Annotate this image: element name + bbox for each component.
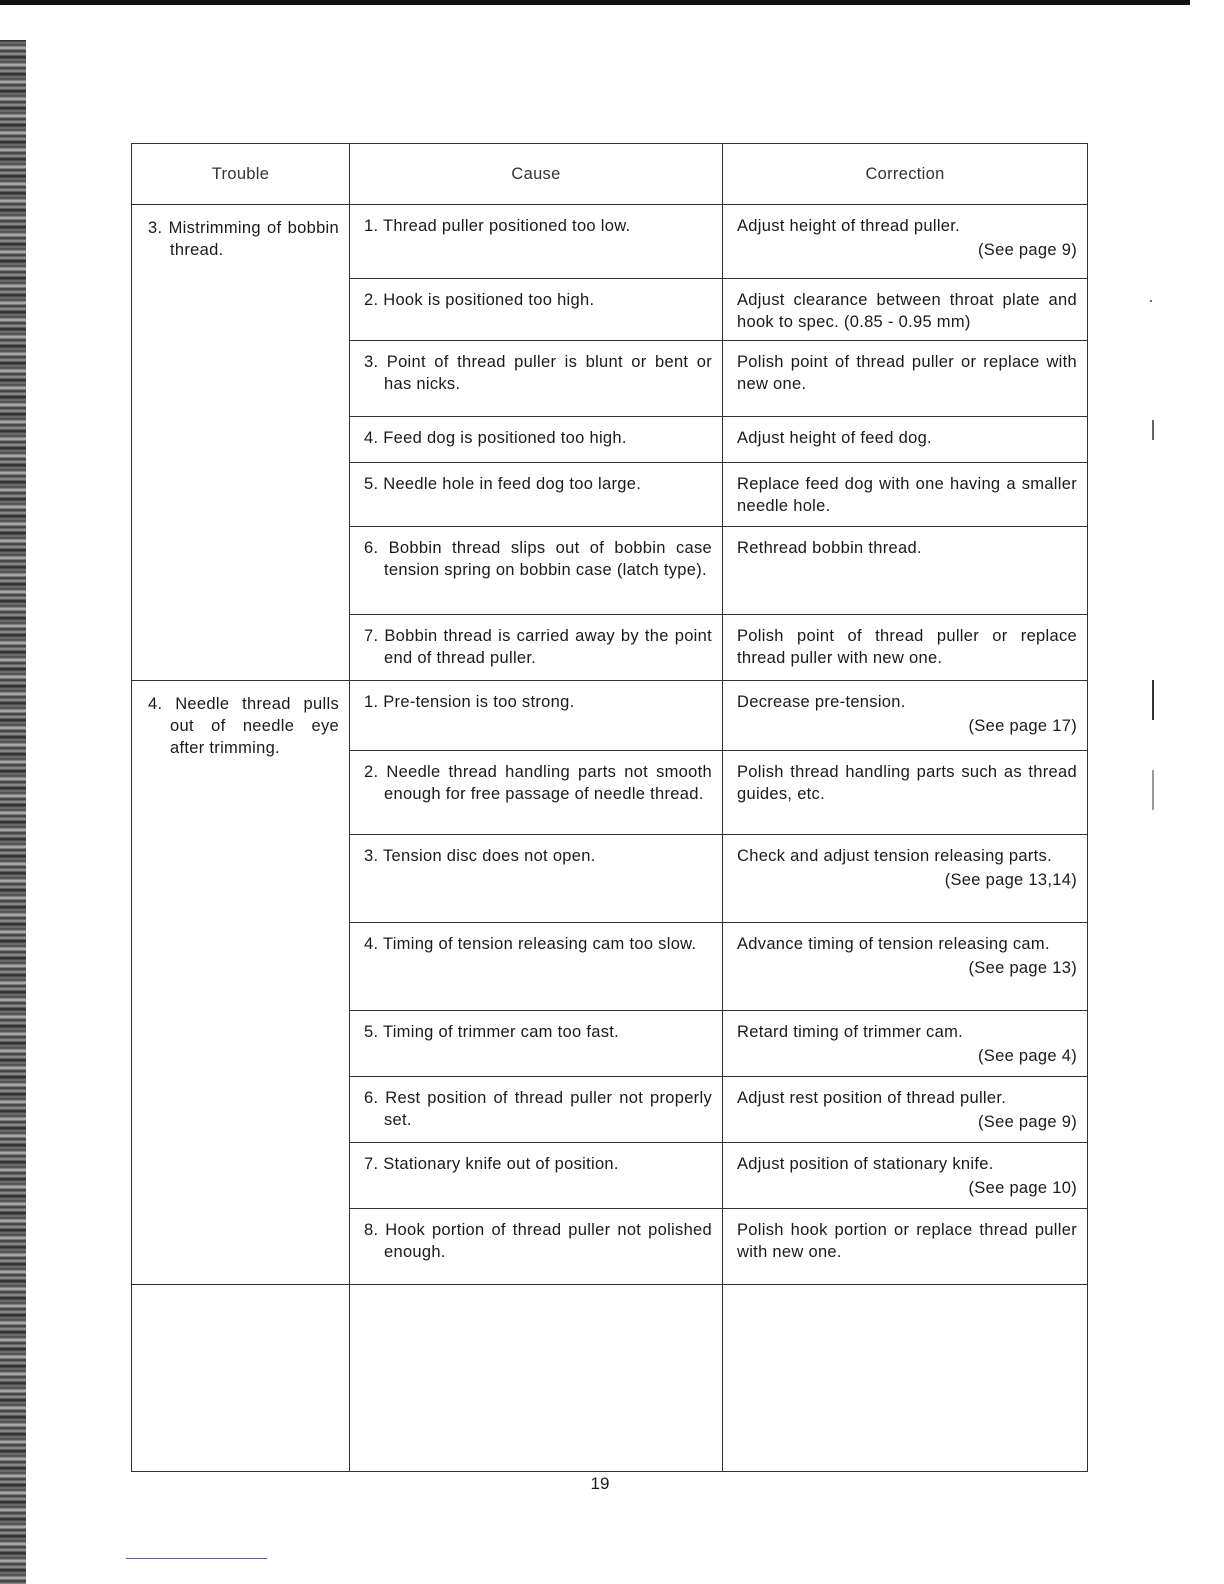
cause-cell bbox=[350, 835, 723, 923]
cause-text: 1. Thread puller positioned too low. bbox=[364, 217, 631, 235]
cause-text: 6. Bobbin thread slips out of bobbin case tension spring on bobbin case (latch type). bbox=[364, 539, 712, 579]
cause-cell bbox=[350, 923, 723, 1011]
scan-speck bbox=[1150, 300, 1152, 302]
see-page-reference: (See page 17) bbox=[968, 717, 1077, 735]
cause-text: 7. Bobbin thread is carried away by the point end of thread puller. bbox=[364, 627, 712, 667]
cause-cell bbox=[350, 1209, 723, 1285]
header-cause: Cause bbox=[350, 144, 723, 205]
cause-text: 1. Pre-tension is too strong. bbox=[364, 693, 575, 711]
scan-speck bbox=[1152, 420, 1154, 440]
cause-text: 4. Timing of tension releasing cam too slow. bbox=[364, 935, 697, 953]
correction-text: Adjust clearance between throat plate and hook to spec. (0.85 - 0.95 mm) bbox=[737, 291, 1077, 331]
correction-text: Check and adjust tension releasing parts. bbox=[737, 847, 1052, 865]
correction-text: Adjust height of thread puller. bbox=[737, 217, 961, 235]
cause-text: 4. Feed dog is positioned too high. bbox=[364, 429, 627, 447]
correction-cell bbox=[723, 1143, 1088, 1209]
troubleshooting-table bbox=[131, 143, 1088, 1472]
correction-text: Rethread bobbin thread. bbox=[737, 539, 922, 557]
bottom-link-line bbox=[126, 1558, 267, 1559]
cause-text: 7. Stationary knife out of position. bbox=[364, 1155, 619, 1173]
correction-cell bbox=[723, 751, 1088, 835]
cause-cell bbox=[350, 615, 723, 681]
correction-text: Adjust position of stationary knife. bbox=[737, 1155, 994, 1173]
cause-cell bbox=[350, 1077, 723, 1143]
correction-text: Polish point of thread puller or replace thread puller with new one. bbox=[737, 627, 1077, 667]
correction-cell bbox=[723, 341, 1088, 417]
cause-text: 3. Point of thread puller is blunt or bent or has nicks. bbox=[364, 353, 712, 393]
correction-cell bbox=[723, 1077, 1088, 1143]
correction-text: Adjust height of feed dog. bbox=[737, 429, 932, 447]
see-page-reference: (See page 9) bbox=[978, 1113, 1077, 1131]
table-row bbox=[132, 681, 1088, 751]
see-page-reference: (See page 9) bbox=[978, 241, 1077, 259]
correction-cell bbox=[723, 1209, 1088, 1285]
correction-text: Retard timing of trimmer cam. bbox=[737, 1023, 963, 1041]
cause-text: 8. Hook portion of thread puller not polished enough. bbox=[364, 1221, 712, 1261]
trouble-cell bbox=[132, 681, 350, 1285]
correction-cell bbox=[723, 417, 1088, 463]
cause-text: 5. Needle hole in feed dog too large. bbox=[364, 475, 642, 493]
correction-cell bbox=[723, 615, 1088, 681]
correction-cell bbox=[723, 1011, 1088, 1077]
cause-text: 3. Tension disc does not open. bbox=[364, 847, 596, 865]
trouble-cell bbox=[132, 205, 350, 681]
header-correction: Correction bbox=[723, 144, 1088, 205]
see-page-reference: (See page 4) bbox=[978, 1047, 1077, 1065]
empty-cell bbox=[723, 1285, 1088, 1472]
cause-cell bbox=[350, 417, 723, 463]
see-page-reference: (See page 10) bbox=[968, 1179, 1077, 1197]
table-body bbox=[132, 205, 1088, 1472]
correction-text: Adjust rest position of thread puller. bbox=[737, 1089, 1007, 1107]
correction-cell bbox=[723, 923, 1088, 1011]
cause-text: 5. Timing of trimmer cam too fast. bbox=[364, 1023, 620, 1041]
cause-text: 6. Rest position of thread puller not properly set. bbox=[364, 1089, 712, 1129]
cause-cell bbox=[350, 279, 723, 341]
scan-edge-artifact bbox=[0, 40, 26, 1584]
trouble-text: 3. Mistrimming of bobbin thread. bbox=[148, 219, 339, 259]
cause-text: 2. Needle thread handling parts not smooth enough for free passage of needle thread. bbox=[364, 763, 712, 803]
empty-cell bbox=[350, 1285, 723, 1472]
correction-cell bbox=[723, 835, 1088, 923]
cause-text: 2. Hook is positioned too high. bbox=[364, 291, 595, 309]
correction-cell bbox=[723, 463, 1088, 527]
see-page-reference: (See page 13) bbox=[968, 959, 1077, 977]
cause-cell bbox=[350, 1011, 723, 1077]
correction-text: Polish thread handling parts such as thread guides, etc. bbox=[737, 763, 1077, 803]
correction-cell bbox=[723, 681, 1088, 751]
correction-text: Decrease pre-tension. bbox=[737, 693, 906, 711]
cause-cell bbox=[350, 205, 723, 279]
scan-speck bbox=[1152, 680, 1154, 720]
correction-text: Advance timing of tension releasing cam. bbox=[737, 935, 1050, 953]
cause-cell bbox=[350, 527, 723, 615]
empty-cell bbox=[132, 1285, 350, 1472]
cause-cell bbox=[350, 751, 723, 835]
see-page-reference: (See page 13,14) bbox=[944, 871, 1077, 889]
table-header-row bbox=[132, 144, 1088, 205]
cause-cell bbox=[350, 681, 723, 751]
correction-cell bbox=[723, 205, 1088, 279]
correction-text: Polish point of thread puller or replace with new one. bbox=[737, 353, 1077, 393]
empty-row bbox=[132, 1285, 1088, 1472]
correction-text: Replace feed dog with one having a smaller needle hole. bbox=[737, 475, 1077, 515]
header-trouble: Trouble bbox=[132, 144, 350, 205]
table-row bbox=[132, 205, 1088, 279]
correction-cell bbox=[723, 527, 1088, 615]
top-border-line bbox=[0, 0, 1190, 5]
correction-cell bbox=[723, 279, 1088, 341]
cause-cell bbox=[350, 1143, 723, 1209]
correction-text: Polish hook portion or replace thread puller with new one. bbox=[737, 1221, 1077, 1261]
scan-speck bbox=[1152, 770, 1154, 810]
cause-cell bbox=[350, 341, 723, 417]
trouble-text: 4. Needle thread pulls out of needle eye after trimming. bbox=[148, 695, 339, 757]
cause-cell bbox=[350, 463, 723, 527]
page-number: 19 bbox=[590, 1474, 610, 1493]
